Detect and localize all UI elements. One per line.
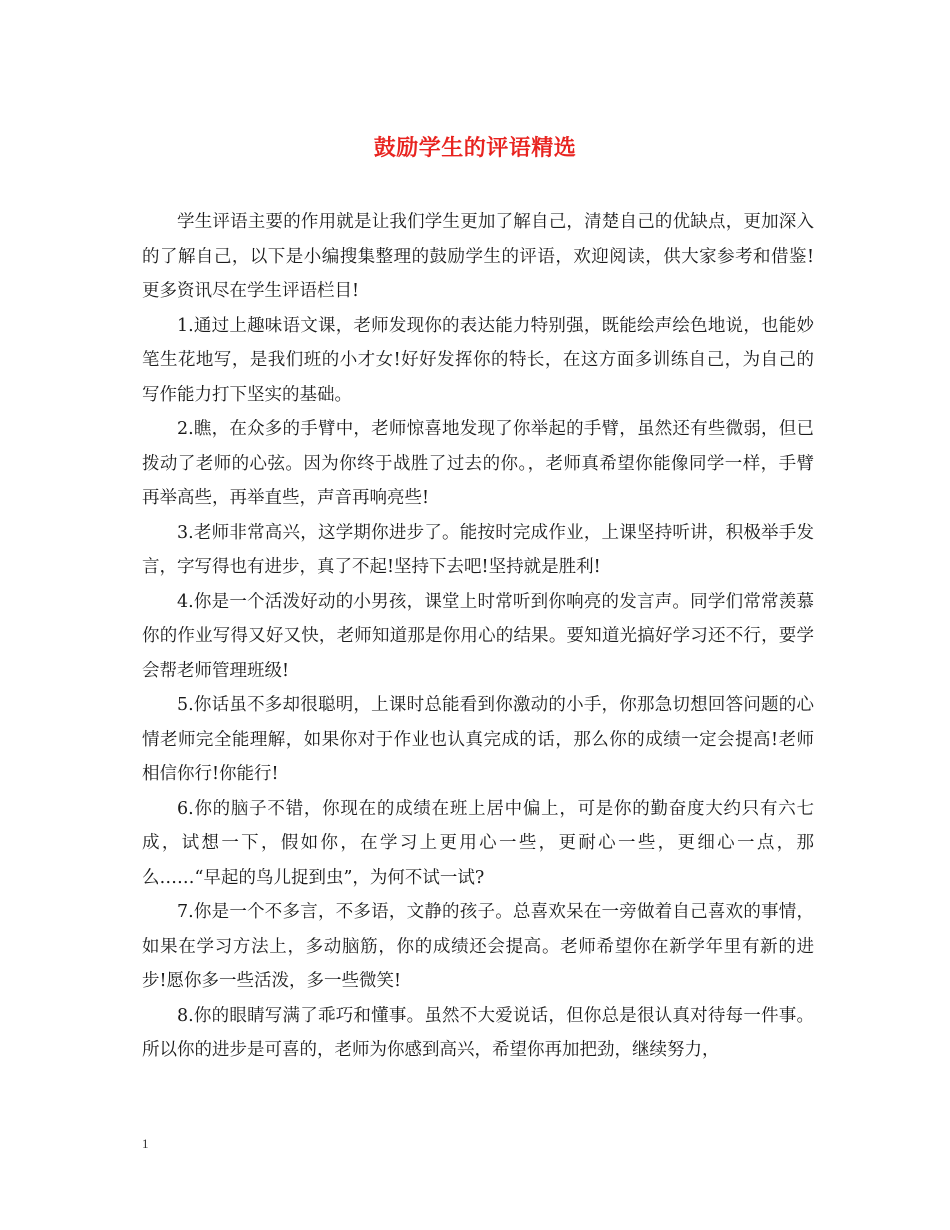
comment-paragraph-4: 4.你是一个活泼好动的小男孩，课堂上时常听到你响亮的发言声。同学们常常羡慕你的作业写得又好又快，老师知道那是你用心的结果。要知道光搞好学习还不行，要学会帮老师管理班级! [142,591,814,681]
comment-paragraph-7: 7.你是一个不多言，不多语，文静的孩子。总喜欢呆在一旁做着自己喜欢的事情，如果在学习方法上，多动脑筋，你的成绩还会提高。老师希望你在新学年里有新的进步!愿你多一些活泼，多一些微笑! [142,902,814,991]
intro-paragraph: 学生评语主要的作用就是让我们学生更加了解自己，清楚自己的优缺点，更加深入的了解自己，以下是小编搜集整理的鼓励学生的评语，欢迎阅读，供大家参考和借鉴!更多资讯尽在学生评语栏目! [142,212,814,301]
page-number: 1 [142,1136,149,1151]
document-body [142,205,814,1068]
comment-paragraph-1: 1.通过上趣味语文课，老师发现你的表达能力特别强，既能绘声绘色地说，也能妙笔生花地写，是我们班的小才女!好好发挥你的特长，在这方面多训练自己，为自己的写作能力打下坚实的基础。 [142,315,814,405]
document-title: 鼓励学生的评语精选 [373,135,577,161]
comment-paragraph-6: 6.你的脑子不错，你现在的成绩在班上居中偏上，可是你的勤奋度大约只有六七成，试想一下，假如你，在学习上更用心一些，更耐心一些，更细心一点，那么……“早起的鸟儿捉到虫”，为何不试一试? [142,798,814,888]
comment-paragraph-3: 3.老师非常高兴，这学期你进步了。能按时完成作业，上课坚持听讲，积极举手发言，字写得也有进步，真了不起!坚持下去吧!坚持就是胜利! [142,522,814,577]
comment-paragraph-2: 2.瞧，在众多的手臂中，老师惊喜地发现了你举起的手臂，虽然还有些微弱，但已拨动了老师的心弦。因为你终于战胜了过去的你。，老师真希望你能像同学一样，手臂再举高些，再举直些，声音再响亮些! [142,419,814,508]
comment-paragraph-8: 8.你的眼睛写满了乖巧和懂事。虽然不大爱说话，但你总是很认真对待每一件事。所以你的进步是可喜的，老师为你感到高兴，希望你再加把劲，继续努力， [142,1005,814,1060]
comment-paragraph-5: 5.你话虽不多却很聪明，上课时总能看到你激动的小手，你那急切想回答问题的心情老师完全能理解，如果你对于作业也认真完成的话，那么你的成绩一定会提高!老师相信你行!你能行! [142,695,814,784]
